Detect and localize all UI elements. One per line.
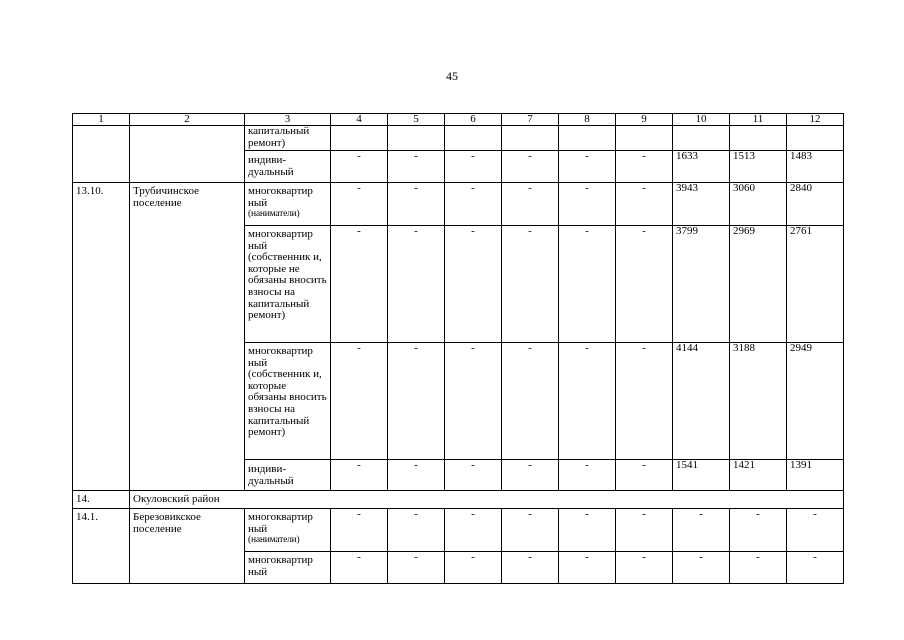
housing-type-cell: [245, 509, 331, 552]
housing-type-note: (наниматели): [248, 209, 300, 220]
value-cell: -: [445, 552, 502, 584]
value-cell: 1421: [730, 460, 787, 491]
value-cell: -: [388, 151, 445, 183]
value-cell: -: [673, 552, 730, 584]
value-cell: -: [616, 151, 673, 183]
number-cell: 14.: [73, 491, 130, 509]
housing-type-cell: индиви-дуальный: [245, 460, 331, 491]
value-cell: -: [787, 552, 844, 584]
value-cell: 1541: [673, 460, 730, 491]
value-cell: -: [388, 343, 445, 460]
value-cell: [616, 126, 673, 151]
housing-type-cell: многоквартир ный (собственник и, которые не обязаны вносить взносы на капитальный ремонт): [245, 226, 331, 343]
header-cell: 3: [245, 114, 331, 126]
value-cell: -: [388, 183, 445, 226]
value-cell: -: [445, 343, 502, 460]
value-cell: -: [502, 509, 559, 552]
tariff-table: [72, 113, 844, 584]
housing-type-note: (наниматели): [248, 535, 300, 546]
value-cell: -: [331, 226, 388, 343]
value-cell: -: [388, 226, 445, 343]
value-cell: -: [502, 226, 559, 343]
value-cell: -: [559, 151, 616, 183]
value-cell: -: [730, 509, 787, 552]
value-cell: -: [559, 226, 616, 343]
value-cell: -: [616, 552, 673, 584]
housing-type-text: многоквартир ный: [248, 185, 313, 209]
value-cell: 1391: [787, 460, 844, 491]
value-cell: -: [616, 183, 673, 226]
value-cell: -: [673, 509, 730, 552]
value-cell: [445, 126, 502, 151]
value-cell: 1483: [787, 151, 844, 183]
value-cell: -: [388, 509, 445, 552]
name-cell: [130, 126, 245, 183]
header-cell: 5: [388, 114, 445, 126]
value-cell: -: [616, 509, 673, 552]
value-cell: 3943: [673, 183, 730, 226]
value-cell: -: [445, 151, 502, 183]
value-cell: [502, 126, 559, 151]
value-cell: 3799: [673, 226, 730, 343]
value-cell: 2761: [787, 226, 844, 343]
value-cell: 1633: [673, 151, 730, 183]
value-cell: -: [331, 460, 388, 491]
header-cell: 8: [559, 114, 616, 126]
value-cell: -: [559, 552, 616, 584]
district-name-cell: Окуловский район: [130, 491, 844, 509]
value-cell: 2949: [787, 343, 844, 460]
housing-type-cell: многоквартир ный: [245, 552, 331, 584]
value-cell: -: [616, 226, 673, 343]
value-cell: -: [331, 151, 388, 183]
value-cell: 2969: [730, 226, 787, 343]
settlement-name-cell: Березовикское поселение: [130, 509, 245, 584]
header-cell: 10: [673, 114, 730, 126]
header-cell: 9: [616, 114, 673, 126]
page-number: 45: [446, 69, 458, 83]
value-cell: -: [787, 509, 844, 552]
value-cell: -: [445, 460, 502, 491]
table-header-row: [73, 114, 844, 126]
value-cell: -: [559, 343, 616, 460]
number-cell: [73, 126, 130, 183]
value-cell: -: [559, 509, 616, 552]
number-cell: 14.1.: [73, 509, 130, 584]
value-cell: -: [445, 226, 502, 343]
table-row: [73, 509, 844, 552]
header-cell: 6: [445, 114, 502, 126]
value-cell: -: [331, 509, 388, 552]
value-cell: -: [502, 183, 559, 226]
housing-type-cell: многоквартир ный (собственник и, которые обязаны вносить взносы на капитальный ремонт): [245, 343, 331, 460]
header-cell: 11: [730, 114, 787, 126]
housing-type-text: многоквартир ный: [248, 511, 313, 535]
value-cell: 3188: [730, 343, 787, 460]
header-cell: 12: [787, 114, 844, 126]
value-cell: -: [331, 552, 388, 584]
value-cell: -: [388, 552, 445, 584]
housing-type-cell: [245, 183, 331, 226]
value-cell: -: [616, 343, 673, 460]
value-cell: [559, 126, 616, 151]
district-row: [73, 491, 844, 509]
housing-type-cell: индиви-дуальный: [245, 151, 331, 183]
number-cell: 13.10.: [73, 183, 130, 491]
value-cell: [787, 126, 844, 151]
value-cell: 3060: [730, 183, 787, 226]
value-cell: -: [502, 151, 559, 183]
value-cell: -: [559, 183, 616, 226]
header-cell: 2: [130, 114, 245, 126]
value-cell: [388, 126, 445, 151]
value-cell: -: [331, 183, 388, 226]
settlement-name-cell: Трубичинское поселение: [130, 183, 245, 491]
value-cell: -: [730, 552, 787, 584]
value-cell: [331, 126, 388, 151]
value-cell: 2840: [787, 183, 844, 226]
value-cell: -: [616, 460, 673, 491]
value-cell: -: [502, 552, 559, 584]
value-cell: -: [331, 343, 388, 460]
housing-type-cell: капитальный ремонт): [245, 126, 331, 151]
value-cell: -: [388, 460, 445, 491]
value-cell: -: [502, 460, 559, 491]
table-row: [73, 183, 844, 226]
value-cell: 4144: [673, 343, 730, 460]
value-cell: 1513: [730, 151, 787, 183]
value-cell: -: [445, 183, 502, 226]
value-cell: -: [502, 343, 559, 460]
value-cell: [673, 126, 730, 151]
value-cell: [730, 126, 787, 151]
header-cell: 7: [502, 114, 559, 126]
header-cell: 4: [331, 114, 388, 126]
header-cell: 1: [73, 114, 130, 126]
table-row: [73, 126, 844, 151]
value-cell: -: [559, 460, 616, 491]
value-cell: -: [445, 509, 502, 552]
